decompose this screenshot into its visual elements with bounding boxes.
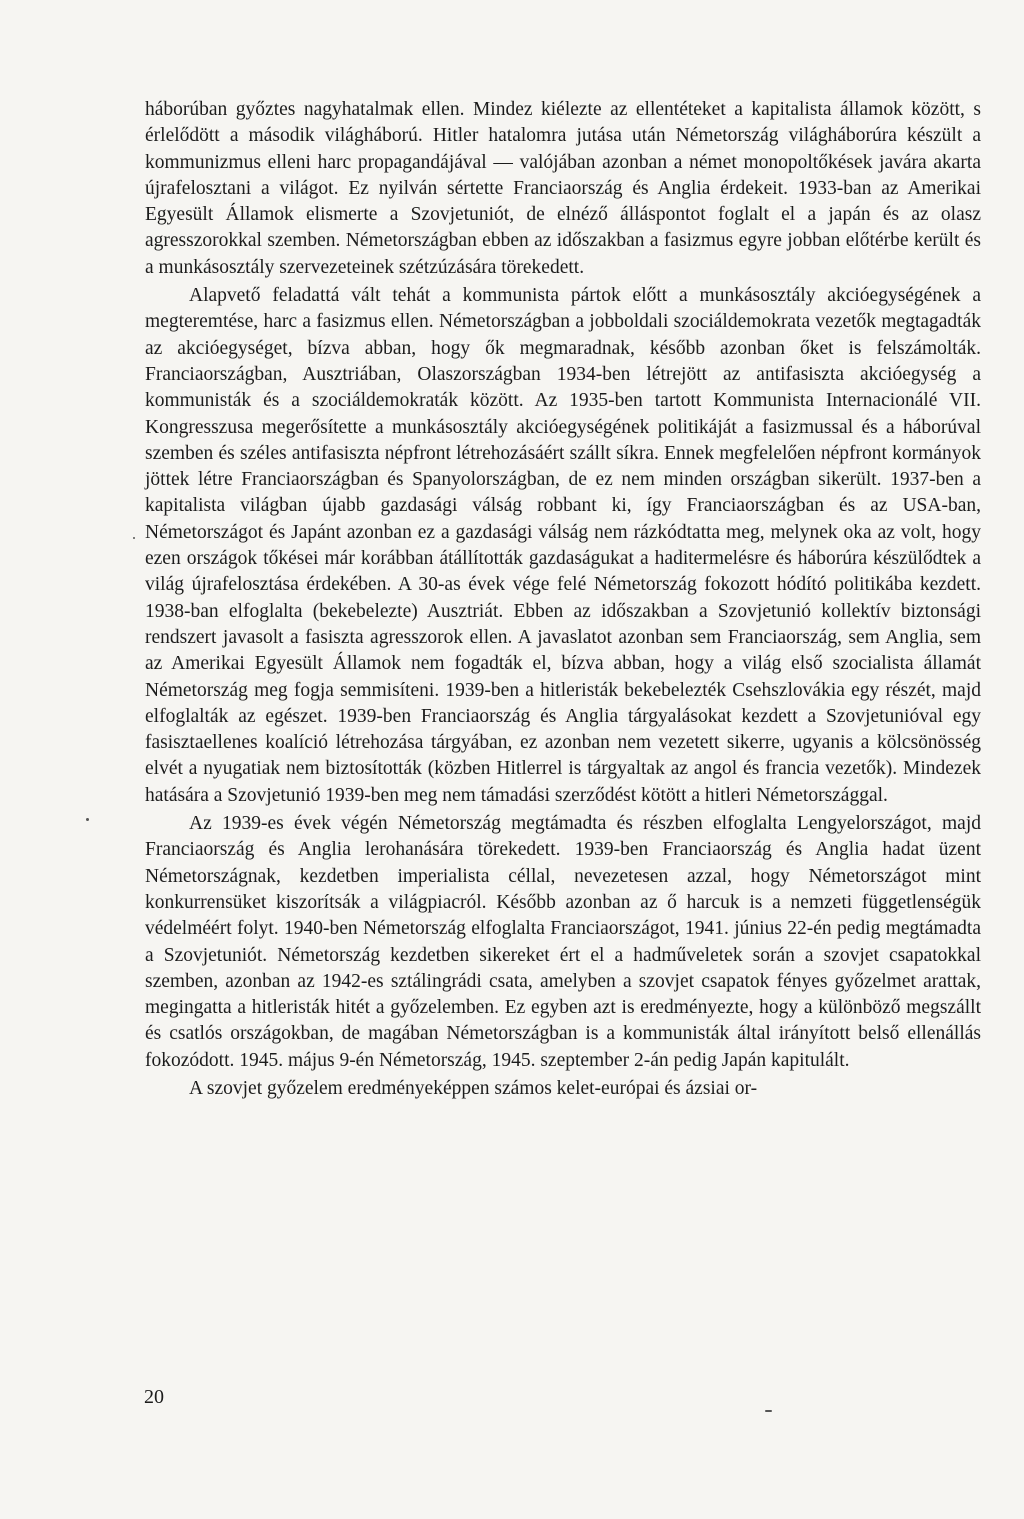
page-number: 20 bbox=[144, 1386, 164, 1408]
paragraph-1: háborúban győztes nagyhatalmak ellen. Mindez kiélezte az ellentéteket a kapitalista államok között, s érlelődött a második világháború. Hitler hatalomra jutása után Németország világháborúra készült a kommunizmus elleni harc propagandájával — valójában azonban a német monopoltőkések javára akarta újrafelosztani a világot. Ez nyilván sértette Franciaország és Anglia érdekeit. 1933-ban az Amerikai Egyesült Államok elismerte a Szovjetuniót, de elnéző álláspontot foglalt el a japán és az olasz agresszorokkal szemben. Németországban ebben az időszakban a fasizmus egyre jobban előtérbe került és a munkásosztály szervezeteinek szétzúzására törekedett. bbox=[145, 99, 981, 278]
paragraph-3: Az 1939-es évek végén Németország megtámadta és részben elfoglalta Lengyelországot, majd Franciaország és Anglia lerohanására törekedett. 1939-ben Franciaország és Anglia hadat üzent Németországnak, kezdetben imperialista céllal, nevezetesen azzal, hogy Németországot mint konkurrensüket kiszorítsák a világpiacról. Később azonban az ő harcuk is a nemzeti függetlenségük védelméért folyt. 1940-ben Németország elfoglalta Franciaországot, 1941. június 22-én pedig megtámadta a Szovjetuniót. Németország kezdetben sikereket ért el a hadműveletek során a szovjet csapatokkal szemben, azonban az 1942-es sztálingrádi csata, amelyben a szovjet csapatok fényes győzelmet arattak, megingatta a hitleristák hitét a győzelemben. Ez egyben azt is eredményezte, hogy a különböző megszállt és csatlós országokban, de magában Németországban is a kommunisták által irányított belső ellenállás fokozódott. 1945. május 9-én Németország, 1945. szeptember 2-án pedig Japán kapitulált. bbox=[145, 813, 981, 1071]
paragraph-4: A szovjet győzelem eredményeképpen számos kelet-európai és ázsiai or- bbox=[189, 1077, 758, 1099]
scan-speck bbox=[86, 818, 89, 821]
scan-speck bbox=[765, 1410, 772, 1412]
body-text bbox=[145, 97, 981, 1102]
scan-speck bbox=[133, 537, 135, 539]
paragraph-2: Alapvető feladattá vált tehát a kommunista pártok előtt a munkásosztály akcióegységének a megteremtése, harc a fasizmus ellen. Németországban a jobboldali szociáldemokrata vezetők megtagadták az akcióegységet, bízva abban, hogy ők megmaradnak, később azonban őket is felszámolták. Franciaországban, Ausztriában, Olaszországban 1934-ben létrejött az antifasiszta akcióegység a kommunisták és a szociáldemokraták között. Az 1935-ben tartott Kommunista Internacionálé VII. Kongresszusa megerősítette a munkásosztály akcióegységének politikáját a fasizmussal és a háborúval szemben és széles antifasiszta népfront létrehozásáért szállt síkra. Ennek megfelelően népfront kormányok jöttek létre Franciaországban és Spanyolországban, de ez nem minden országban sikerült. 1937-ben a kapitalista világban újabb gazdasági válság robbant ki, így Franciaországban és az USA-ban, Németországot és Japánt azonban ez a gazdasági válság nem rázkódtatta meg, melynek oka az volt, hogy ezen országok tőkései már korábban átállították gazdaságukat a haditermelésre és háborúra készülődtek a világ újrafelosztása érdekében. A 30-as évek vége felé Németország fokozott hódító politikába kezdett. 1938-ban elfoglalta (bekebelezte) Ausztriát. Ebben az időszakban a Szovjetunió kollektív biztonsági rendszert javasolt a fasiszta agresszorok ellen. A javaslatot azonban sem Franciaország, sem Anglia, sem az Amerikai Egyesült Államok nem fogadták el, bízva abban, hogy a világ első szocialista államát Németország meg fogja semmisíteni. 1939-ben a hitleristák bekebelezték Csehszlovákia egy részét, majd elfoglalták az egészet. 1939-ben Franciaország és Anglia tárgyalásokat kezdett a Szovjetunióval egy fasisztaellenes koalíció létrehozása tárgyában, ez azonban nem vezetett sikerre, ugyanis a kölcsönösség elvét a nyugatiak nem biztosították (közben Hitlerrel is tárgyaltak az angol és francia vezetők). Mindezek hatására a Szovjetunió 1939-ben meg nem támadási szerződést kötött a hitleri Németországgal. bbox=[145, 285, 981, 806]
